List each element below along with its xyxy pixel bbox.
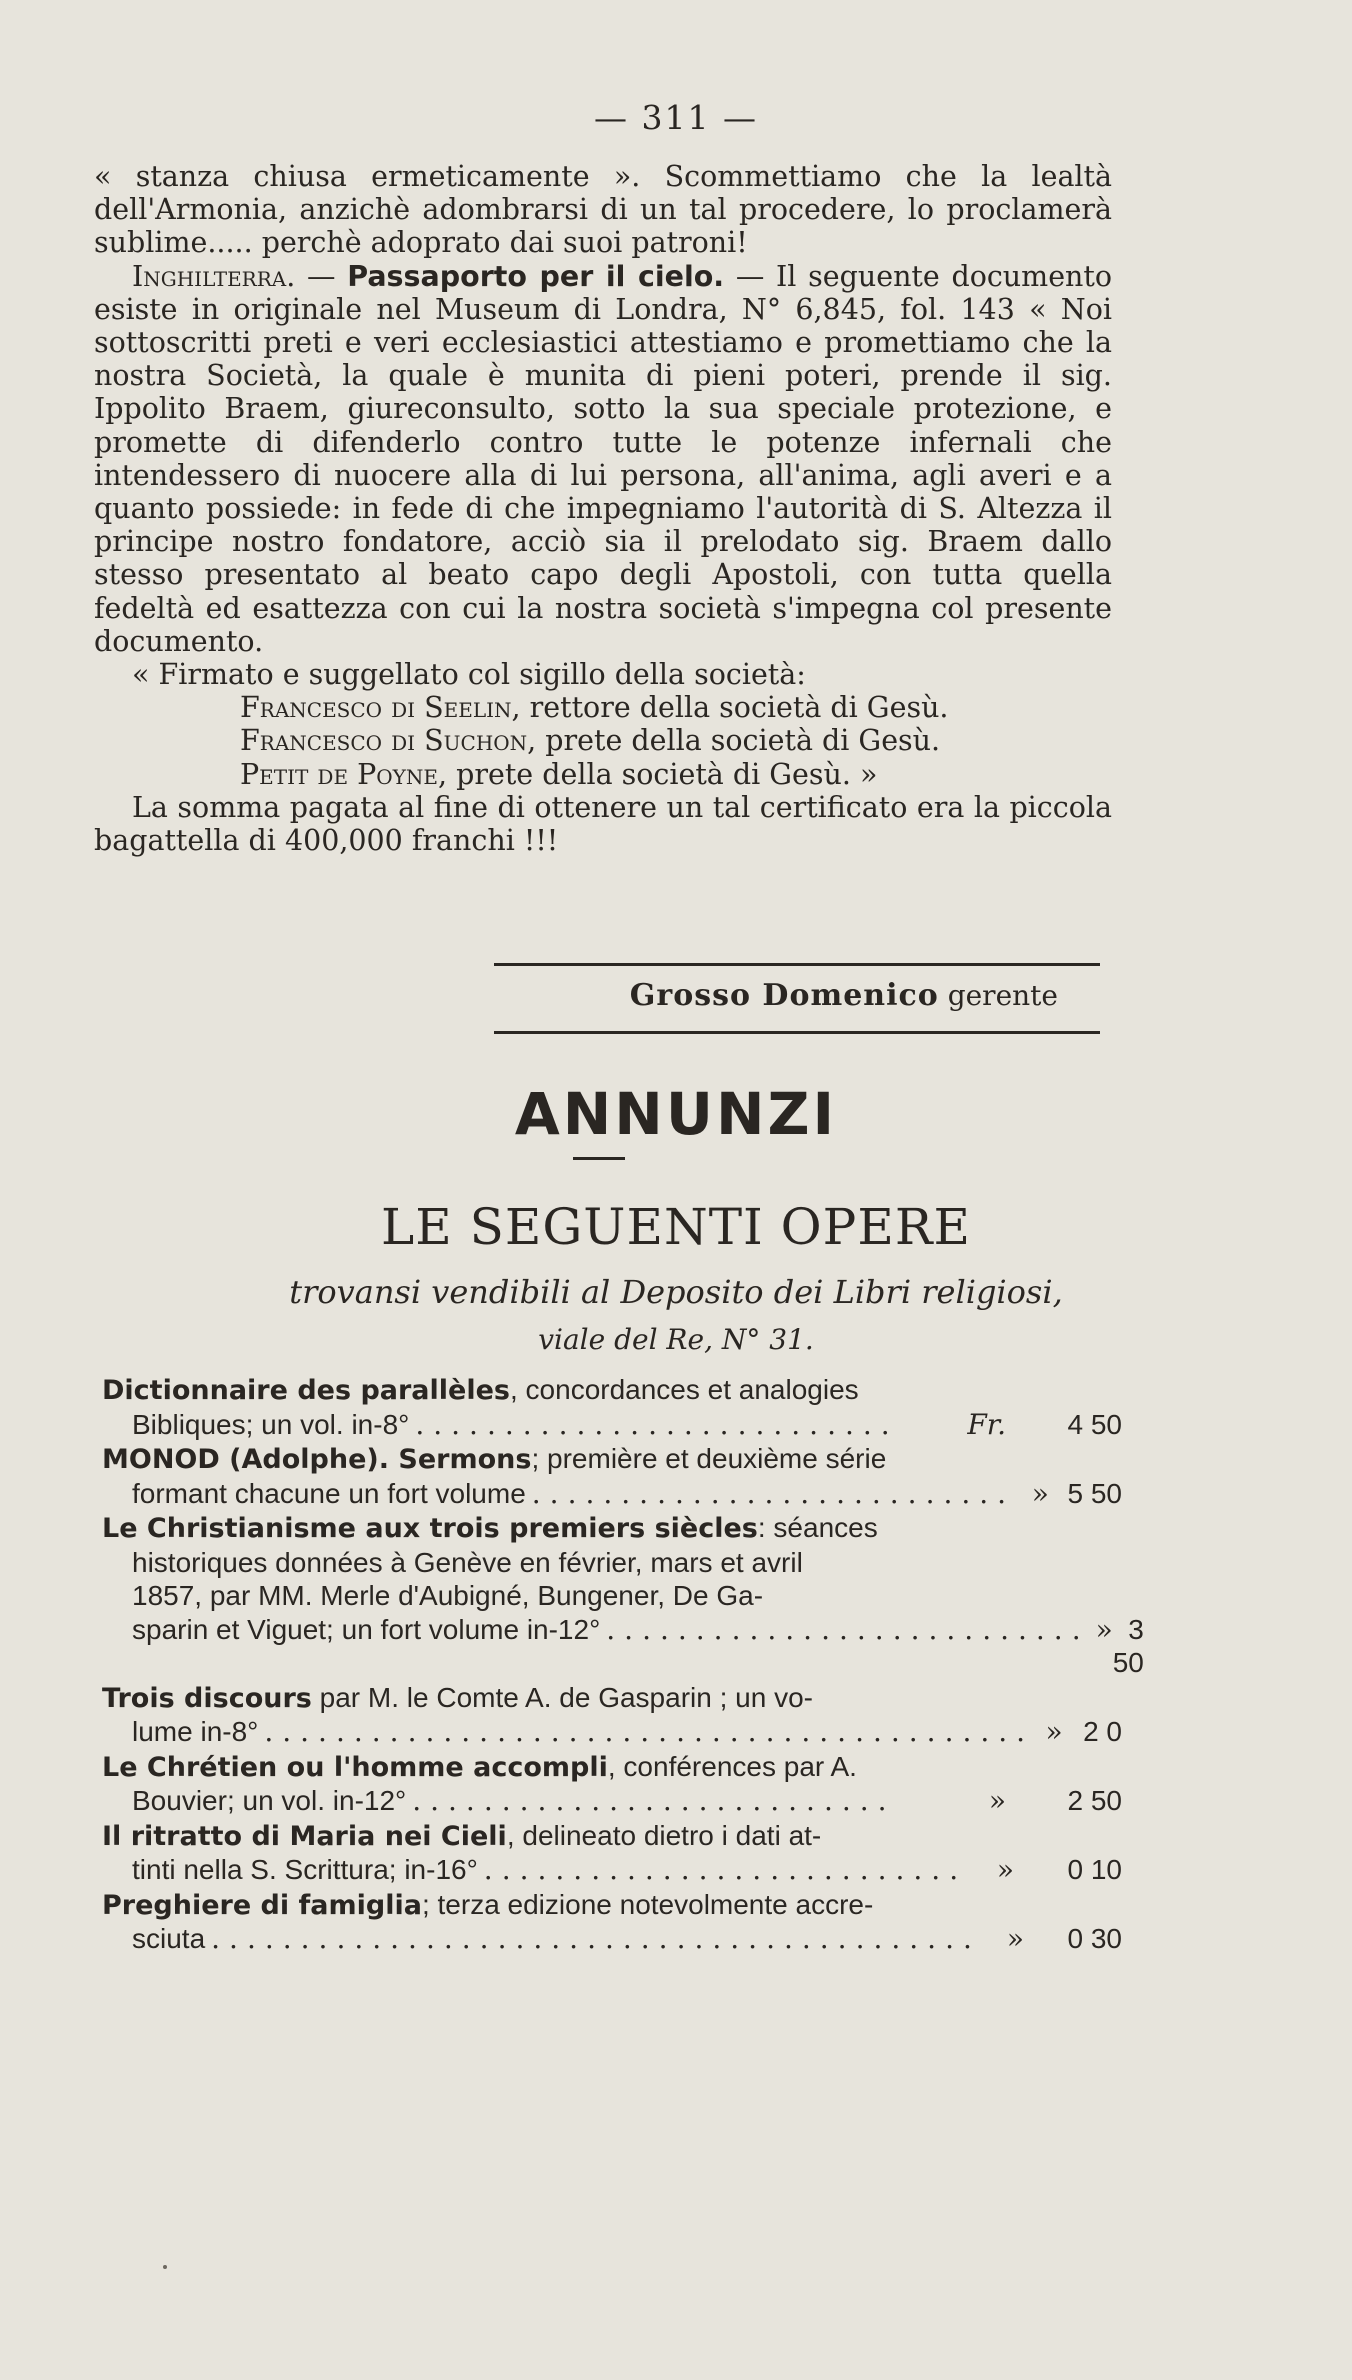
editor-role: gerente <box>947 979 1058 1012</box>
list-item: Le Christianisme aux trois premiers siècles: séances historiques données à Genève en février, mars et avril 1857, par MM. Merle d'Aubigné, Bungener, De Ga- sparin et Viguet; un fort volume in-12° ........................... » 3 50 <box>102 1512 1144 1678</box>
section-divider <box>573 1157 625 1160</box>
divider-top <box>494 963 1100 966</box>
article-paragraph-4: La somma pagata al fine di ottenere un tal certificato era la piccola bagattella di 400,000 franchi !!! <box>94 790 1112 858</box>
page-number: — 311 — <box>594 98 758 137</box>
signatory-3: Petit de Poyne, prete della società di Gesù. » <box>240 757 878 791</box>
list-item: Dictionnaire des parallèles, concordances et analogies Bibliques; un vol. in-8° ........................... Fr. 4 50 <box>102 1374 1122 1441</box>
section-title: ANNUNZI <box>514 1080 838 1148</box>
listing-address: viale del Re, N° 31. <box>538 1323 814 1356</box>
paper-speck <box>163 2265 167 2269</box>
book-list <box>102 1373 1144 1957</box>
list-item: MONOD (Adolphe). Sermons; première et deuxième série formant chacune un fort volume ........................... » 5 50 <box>102 1443 1122 1510</box>
listing-heading: LE SEGUENTI OPERE <box>381 1198 971 1256</box>
signatory-2: Francesco di Suchon, prete della società di Gesù. <box>240 724 941 758</box>
divider-bottom <box>494 1031 1100 1034</box>
article-body <box>94 160 1112 857</box>
editor-signature <box>494 978 1058 1013</box>
article-text: Il seguente documento esiste in originale nel Museum di Londra, N° 6,845, fol. 143 « Noi sottoscritti preti e veri ecclesiastici attestiamo e promettiamo che la nostra Società, la quale è munita di pieni poteri, prende il sig. Ippolito Braem, giureconsulto, sotto la sua speciale protezione, e promette di difenderlo contro tutte le potenze infernali che intendessero di nuocere alla di lui persona, all'anima, agli averi e a quanto possiede: in fede di che impegniamo l'autorità di S. Altezza il principe nostro fondatore, acciò sia il prelodato sig. Braem dallo stesso presentato al beato capo degli Apostoli, con tutta quella fedeltà ed esattezza con cui la nostra società s'impegna col presente documento. <box>94 259 1113 658</box>
article-paragraph-3: « Firmato e suggellato col sigillo della società: <box>132 658 806 692</box>
article-paragraph-2: Inghilterra. — Passaporto per il cielo. — Il seguente documento esiste in originale nel Museum di Londra, N° 6,845, fol. 143 « Noi sottoscritti preti e veri ecclesiastici attestiamo e promettiamo che la nostra Società, la quale è munita di pieni poteri, prende il sig. Ippolito Braem, giureconsulto, sotto la sua speciale protezione, e promette di difenderlo contro tutte le potenze infernali che intendessero di nuocere alla di lui persona, all'anima, agli averi e a quanto possiede: in fede di che impegniamo l'autorità di S. Altezza il principe nostro fondatore, acciò sia il prelodato sig. Braem dallo stesso presentato al beato capo degli Apostoli, con tutta quella fedeltà ed esattezza con cui la nostra società s'impegna col presente documento. <box>94 259 1113 658</box>
list-item: Il ritratto di Maria nei Cieli, delineato dietro i dati at- tinti nella S. Scrittura; in-16° ........................... » 0 10 <box>102 1819 1122 1886</box>
list-item: Preghiere di famiglia; terza edizione notevolmente accre- sciuta ........................................... » 0 30 <box>102 1888 1122 1955</box>
listing-subheading: trovansi vendibili al Deposito dei Libri religiosi, <box>289 1273 1063 1311</box>
list-item: Le Chrétien ou l'homme accompli, conférences par A. Bouvier; un vol. in-12° ........................... » 2 50 <box>102 1750 1122 1817</box>
article-paragraph-1: « stanza chiusa ermeticamente ». Scommettiamo che la lealtà dell'Armonia, anzichè adombrarsi di un tal procedere, lo proclamerà sublime..... perchè adoprato dai suoi patroni! <box>94 160 1112 260</box>
signatory-1: Francesco di Seelin, rettore della società di Gesù. <box>240 691 949 725</box>
country-label: Inghilterra. <box>132 259 296 293</box>
article-title: Passaporto per il cielo. <box>347 259 725 293</box>
editor-name: Grosso Domenico <box>629 978 939 1013</box>
list-item: Trois discours par M. le Comte A. de Gasparin ; un vo- lume in-8° ........................................... » 2 0 <box>102 1681 1122 1748</box>
